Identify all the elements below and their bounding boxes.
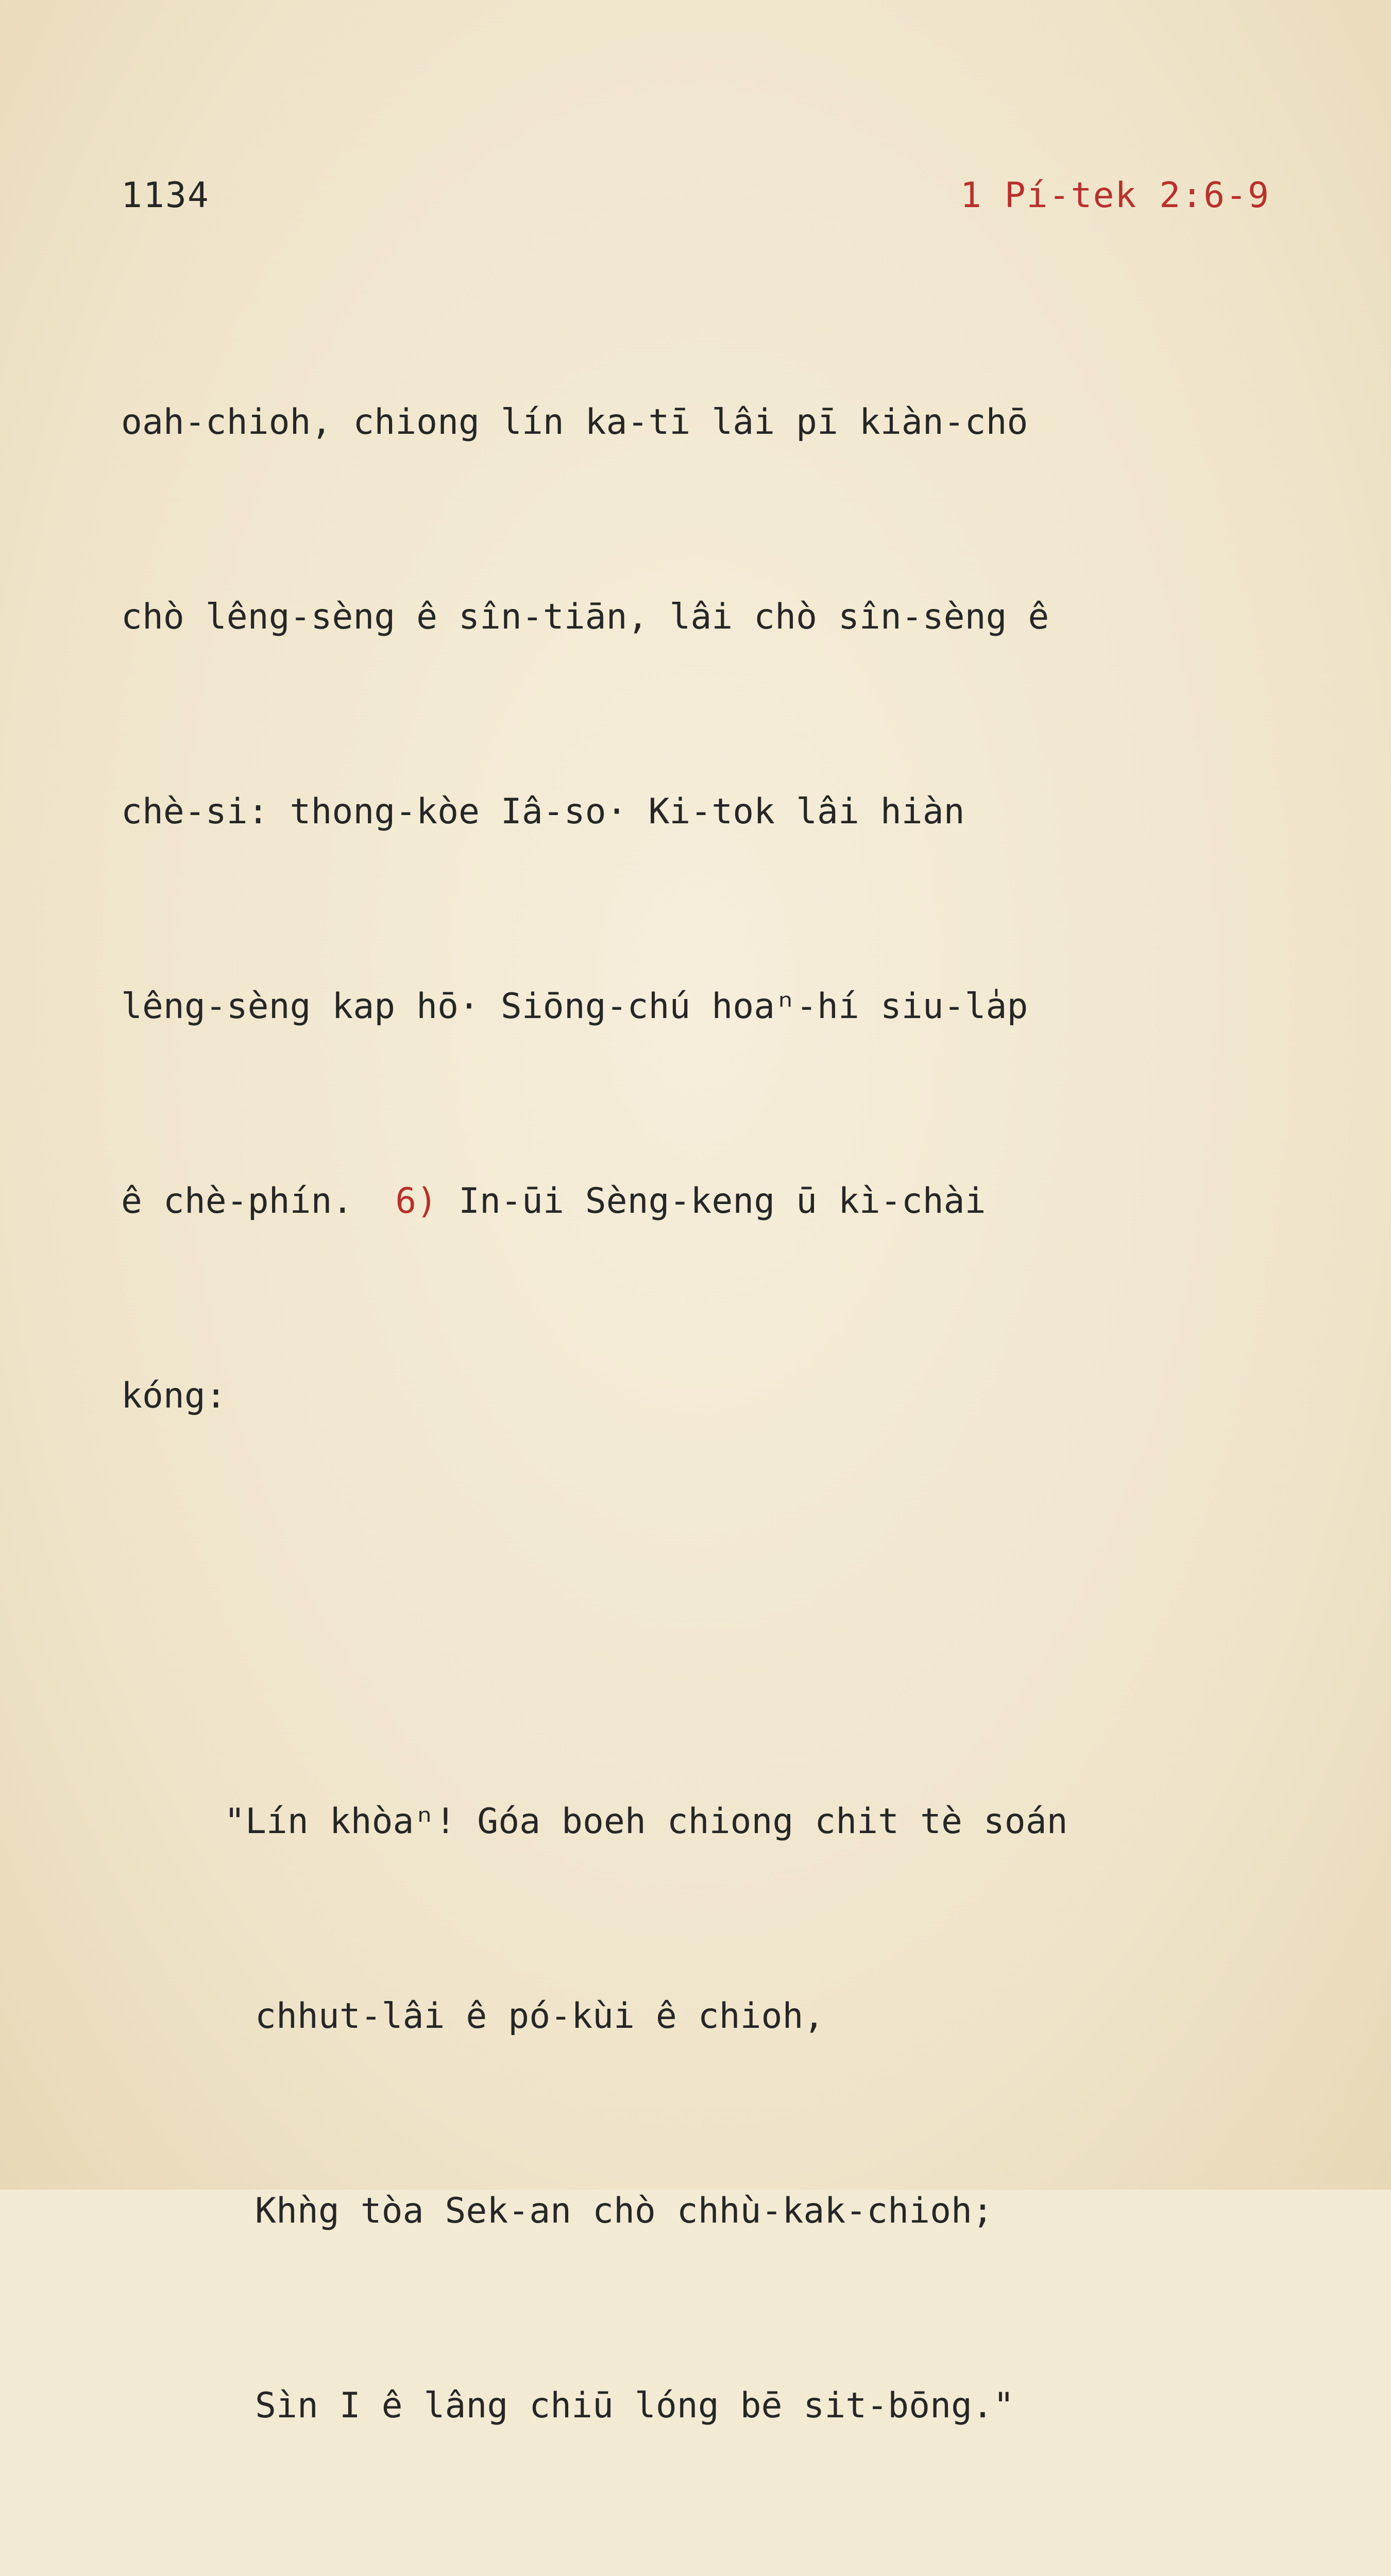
text-line — [121, 1169, 1280, 1234]
page-header — [121, 175, 1270, 222]
body-text — [121, 260, 1280, 2576]
running-head: 1 Pí-tek 2:6-9 — [960, 175, 1270, 216]
page-number: 1134 — [121, 175, 210, 216]
verse-number: 6) — [395, 1181, 438, 1222]
quote-line: Sìn I ê lâng chiū lóng bē sit-bōng." — [255, 2385, 1014, 2426]
text-fragment: ê chè-phín. — [121, 1181, 353, 1222]
paragraph-gap — [121, 1623, 1280, 1659]
verse-text: In-ūi Sèng-keng ū kì-chài — [459, 1181, 986, 1222]
text-line: oah-chioh, chiong lín ka-tī lâi pī kiàn-chō — [121, 402, 1028, 443]
quote-line: "Lín khòaⁿ! Góa boeh chiong chit tè soán — [224, 1801, 1068, 1842]
text-line: kóng: — [121, 1376, 227, 1416]
text-line: chè-si: thong-kòe Iâ-so· Ki-tok lâi hiàn — [121, 791, 965, 832]
text-line: lêng-sèng kap hō· Siōng-chú hoaⁿ-hí siu-la̍p — [121, 986, 1028, 1027]
quote-line: chhut-lâi ê pó-kùi ê chioh, — [255, 1996, 825, 2037]
text-line: chò lêng-sèng ê sîn-tiān, lâi chò sîn-sèng ê — [121, 597, 1049, 637]
quote-line: Khǹg tòa Sek-an chò chhù-kak-chioh; — [255, 2191, 993, 2231]
